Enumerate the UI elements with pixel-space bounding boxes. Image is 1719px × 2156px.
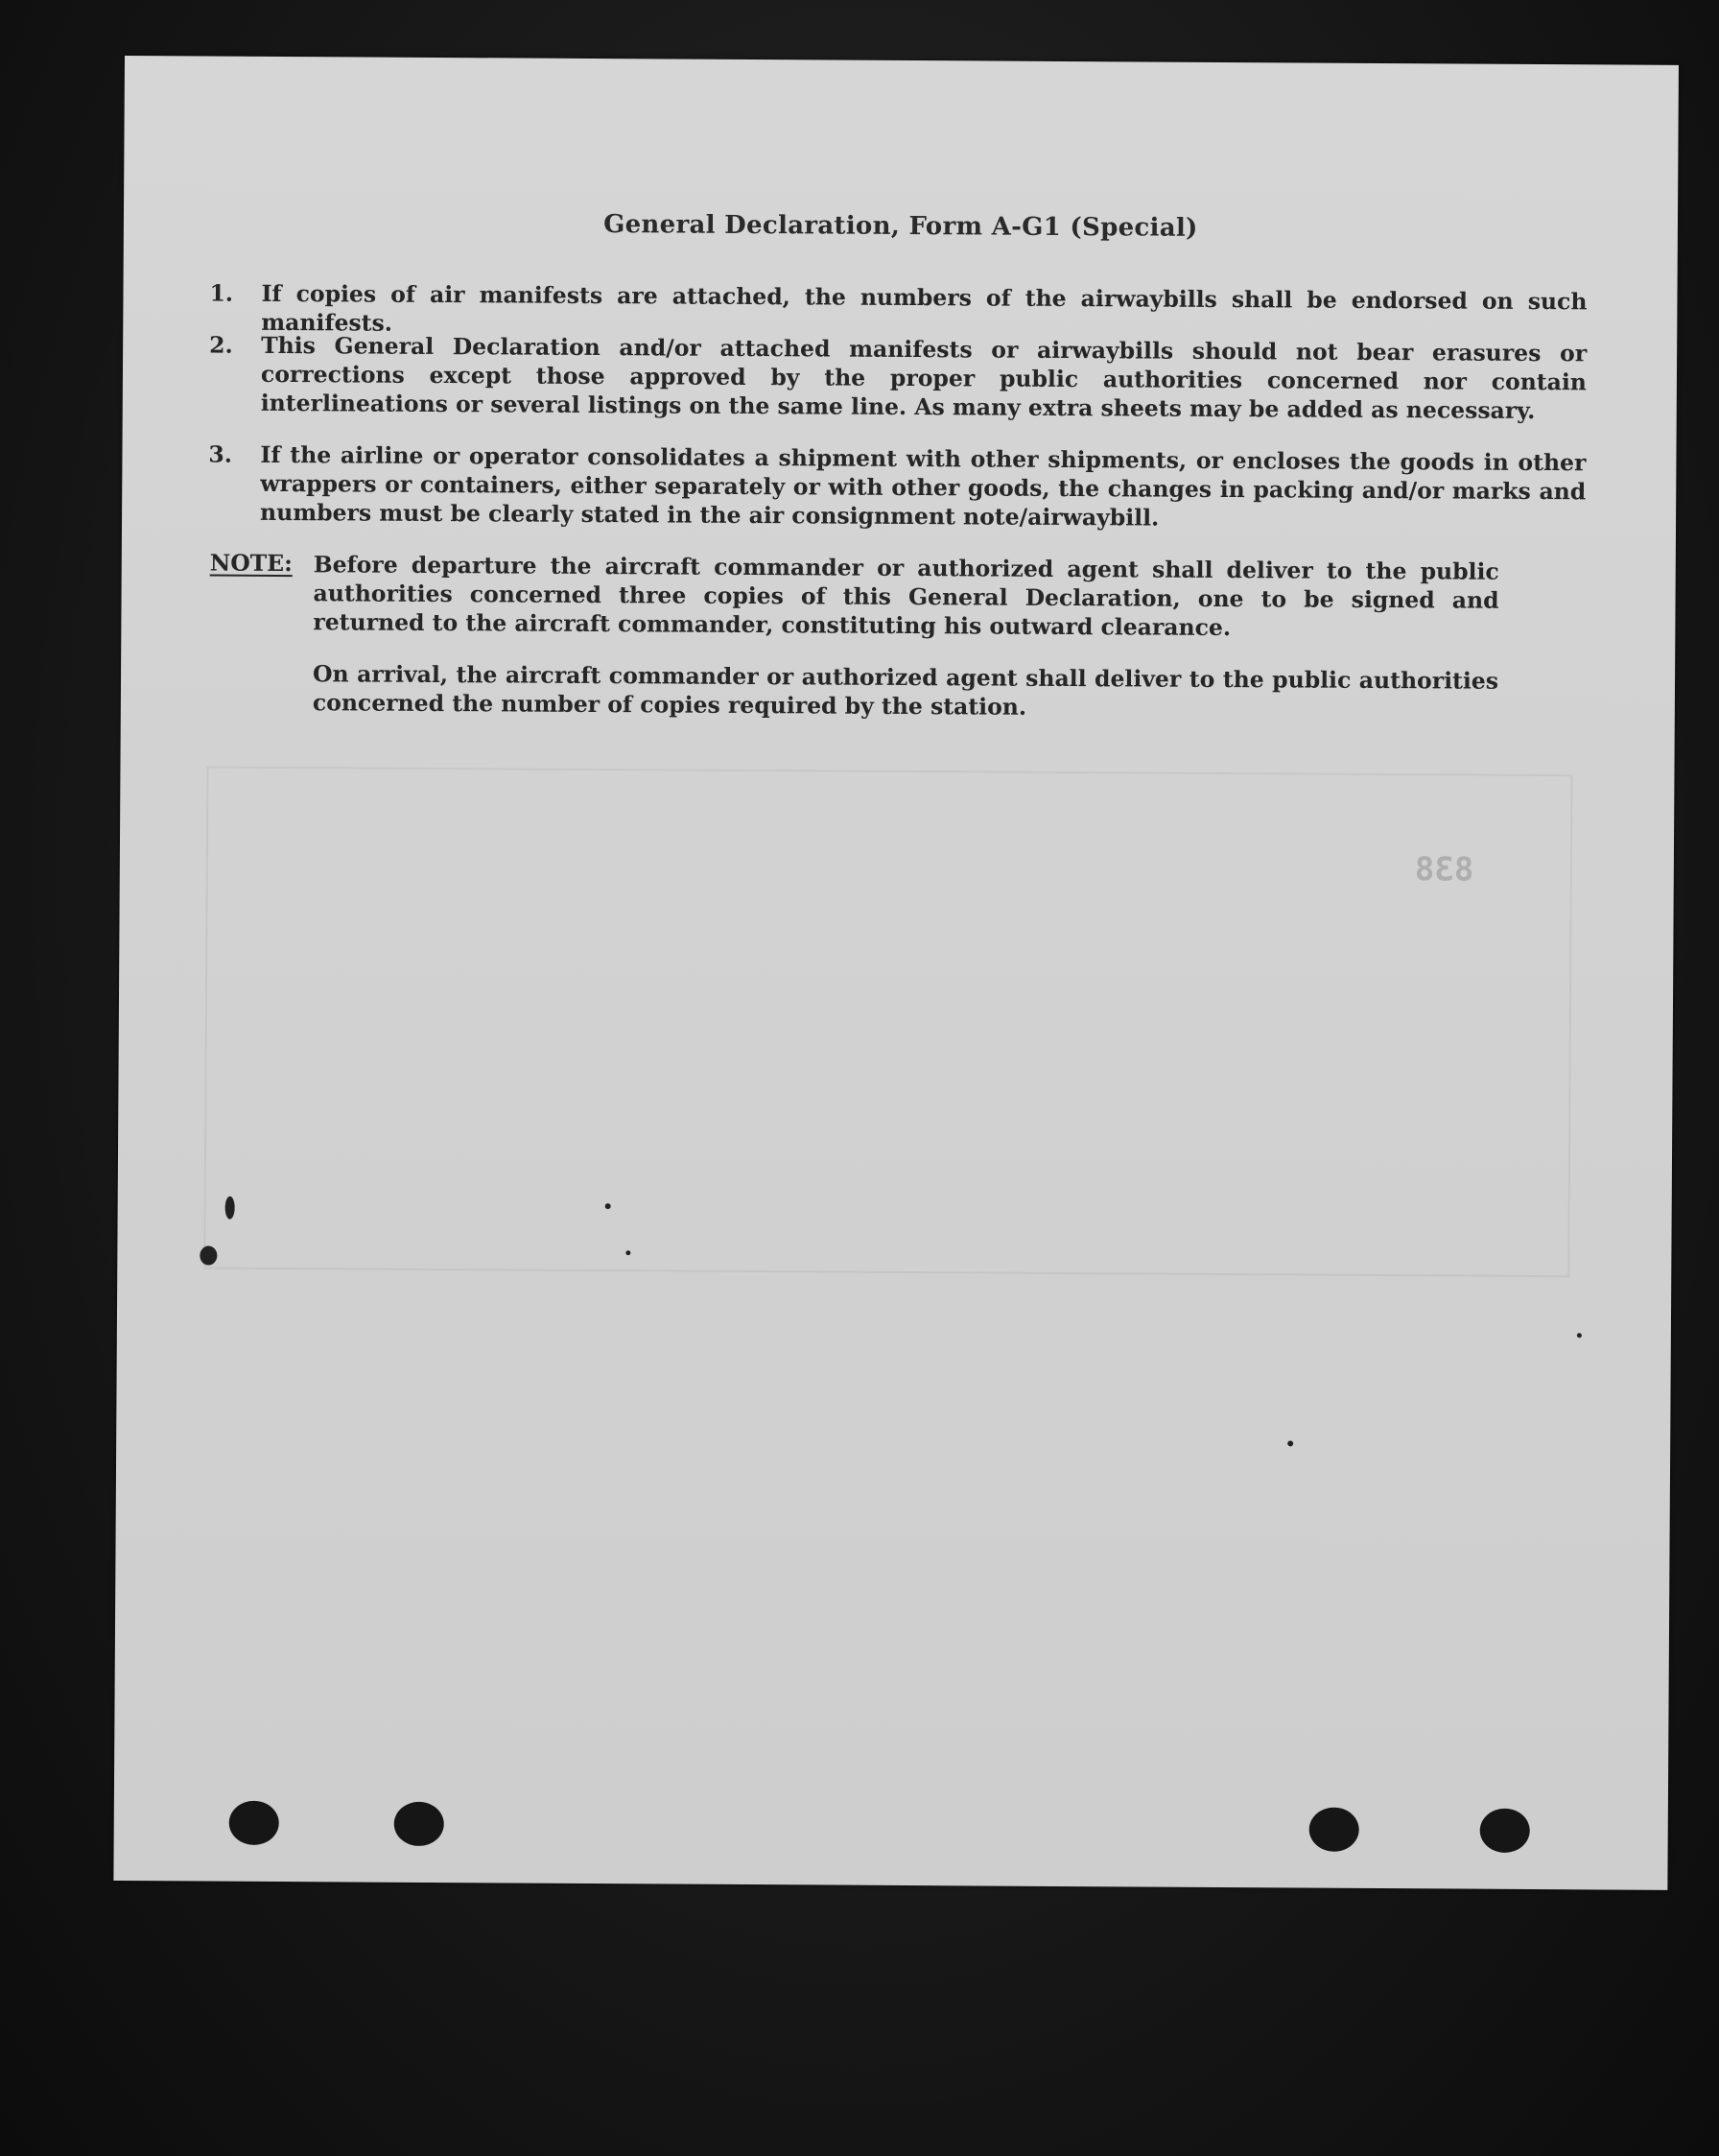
- punch-hole: [394, 1802, 444, 1846]
- list-item: [208, 440, 1587, 537]
- punch-hole: [229, 1801, 279, 1845]
- stamp-number: 838: [1414, 850, 1474, 889]
- item-text: If the airline or operator consolidates a shipment with other shipments, or encloses the goods in other wrappers or containers, either separately or with other goods, the changes in packing and/or marks and numbers must be clearly stated in the air consignment note/airwaybill.: [260, 440, 1587, 532]
- item-number: 3.: [208, 440, 233, 468]
- show-through-table: [203, 767, 1572, 1278]
- item-text: If copies of air manifests are attached, the numbers of the airwaybills shall be endorsed on such manifests.: [261, 279, 1588, 337]
- note-paragraph-2: On arrival, the aircraft commander or authorized agent shall deliver to the public authorities concerned the number of copies required by the station.: [312, 660, 1499, 721]
- item-text: This General Declaration and/or attached manifests or airwaybills should not bear erasures or corrections except those approved by the proper public authorities concerned nor contain interlineations or several listings on the same line. As many extra sheets may be added as necessary.: [260, 331, 1588, 424]
- list-item: [209, 331, 1588, 428]
- ink-mark: [625, 1250, 630, 1255]
- document-page: [113, 56, 1679, 1890]
- note-label: NOTE:: [209, 549, 293, 578]
- item-number: 1.: [209, 279, 234, 307]
- list-item: [209, 279, 1588, 337]
- ink-mark: [605, 1203, 611, 1209]
- punch-hole: [1480, 1809, 1530, 1853]
- note-paragraph-1: Before departure the aircraft commander or authorized agent shall deliver to the public authorities concerned three copies of this General Declaration, one to be signed and returned to the aircraft commander, constituting his outward clearance.: [313, 551, 1499, 642]
- item-number: 2.: [209, 331, 233, 359]
- punch-hole: [1309, 1808, 1359, 1852]
- ink-mark: [200, 1246, 217, 1266]
- ink-mark: [1577, 1333, 1582, 1338]
- ink-mark: [1287, 1440, 1293, 1446]
- document-title: General Declaration, Form A-G1 (Special): [603, 210, 1198, 243]
- ink-mark: [225, 1196, 235, 1220]
